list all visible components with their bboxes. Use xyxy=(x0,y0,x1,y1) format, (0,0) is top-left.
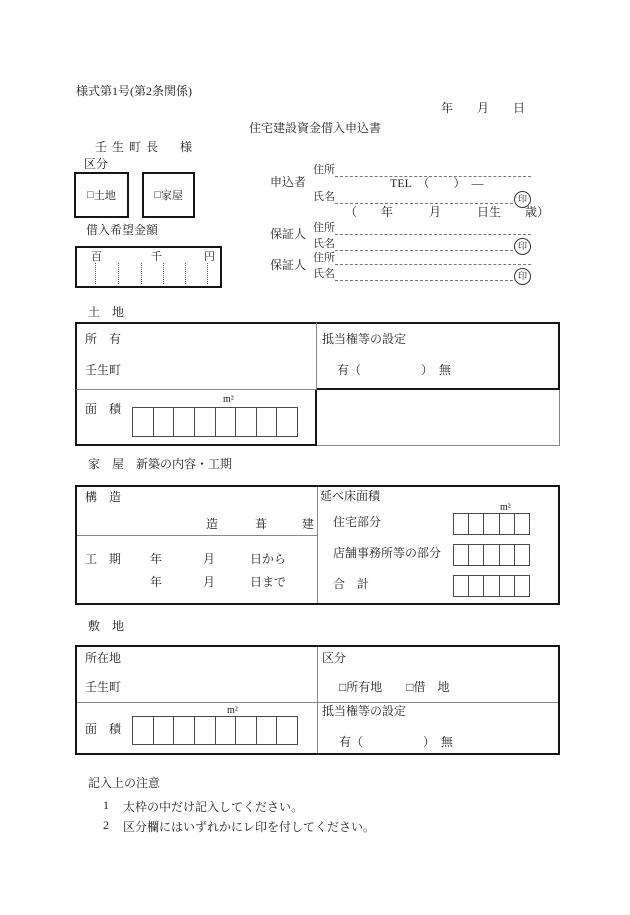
land-table xyxy=(75,322,560,446)
digit-cell xyxy=(215,716,237,745)
applicant-address-row xyxy=(313,163,531,177)
write-line xyxy=(335,238,513,251)
digit-cell xyxy=(483,575,499,597)
site-location-value: 壬生町 xyxy=(85,680,122,694)
digit-cell xyxy=(256,407,278,437)
form-number: 様式第1号(第2条関係) xyxy=(76,84,192,98)
name-label: 氏名 xyxy=(313,268,335,280)
applicant-birth-line: （ 年 月 日生 歳） xyxy=(345,205,550,219)
category-option-land xyxy=(74,172,129,218)
site-area-label: 面 積 xyxy=(85,722,122,736)
floor-residential-grid xyxy=(453,513,530,535)
digit-cell xyxy=(499,513,515,535)
digit-cell xyxy=(453,575,469,597)
digit-cell xyxy=(514,544,530,566)
note-number: 2 xyxy=(103,818,109,832)
site-location-label: 所在地 xyxy=(85,651,122,665)
checkbox-icon: □ xyxy=(339,680,347,694)
digit-cell xyxy=(194,407,216,437)
floor-row-residential-label: 住宅部分 xyxy=(333,515,382,529)
land-ownership-label: 所 有 xyxy=(85,332,122,346)
addressee: 壬生町長 様 xyxy=(95,140,198,154)
house-section-title: 家 屋 新築の内容・工期 xyxy=(88,457,233,471)
write-line xyxy=(335,191,513,204)
digit-cell xyxy=(153,716,175,745)
site-column-divider xyxy=(317,647,318,753)
checkbox-icon: □ xyxy=(154,189,161,201)
period-from-year: 年 xyxy=(150,552,163,566)
digit-cell xyxy=(483,544,499,566)
land-mortgage-label: 抵当権等の設定 xyxy=(322,332,407,346)
note-text: 太枠の中だけ記入してください。 xyxy=(123,800,304,814)
site-category-options xyxy=(339,681,450,694)
digit-cell xyxy=(173,407,195,437)
address-label: 住所 xyxy=(313,252,335,264)
name-label: 氏名 xyxy=(313,238,335,250)
land-section-title: 土 地 xyxy=(88,305,125,319)
floor-area-unit: m² xyxy=(500,502,511,513)
address-label: 住所 xyxy=(313,164,335,176)
floor-area-label: 延べ床面積 xyxy=(320,489,381,503)
digit-cell xyxy=(453,544,469,566)
amount-digit-divider xyxy=(118,263,119,284)
note-item-2 xyxy=(103,818,375,835)
digit-cell xyxy=(453,513,469,535)
land-area-label: 面 積 xyxy=(85,402,122,416)
period-to-year: 年 xyxy=(150,575,163,589)
floor-shop-grid xyxy=(453,544,530,566)
site-mortgage-label: 抵当権等の設定 xyxy=(322,704,407,718)
floor-total-grid xyxy=(453,575,530,597)
category-option-house xyxy=(142,172,195,218)
seal-icon: 印 xyxy=(514,238,531,255)
write-line xyxy=(335,222,531,235)
digit-cell xyxy=(499,575,515,597)
structure-word-fuki: 葺 xyxy=(255,517,268,531)
unit-thousand: 千 xyxy=(151,251,162,263)
house-column-divider xyxy=(317,487,318,603)
site-option-leased-label: 借 地 xyxy=(413,680,450,694)
loan-amount-label: 借入希望金額 xyxy=(86,223,159,237)
digit-cell xyxy=(468,513,484,535)
unit-hundred: 百 xyxy=(91,251,102,263)
digit-cell xyxy=(256,716,278,745)
seal-icon: 印 xyxy=(514,191,531,208)
date-line: 年 月 日 xyxy=(441,101,526,115)
digit-cell xyxy=(153,407,175,437)
period-from-month: 月 xyxy=(203,552,216,566)
digit-cell xyxy=(235,716,257,745)
digit-cell xyxy=(483,513,499,535)
house-table xyxy=(75,485,560,605)
amount-digit-divider xyxy=(185,263,186,284)
digit-cell xyxy=(276,407,298,437)
land-owner-value: 壬生町 xyxy=(85,363,122,377)
land-mortgage-choice: 有（ ） 無 xyxy=(337,363,452,377)
amount-digit-divider xyxy=(207,263,208,284)
seal-icon: 印 xyxy=(514,268,531,285)
digit-cell xyxy=(514,575,530,597)
digit-cell xyxy=(276,716,298,745)
guarantor1-name-row xyxy=(313,237,531,251)
write-line xyxy=(335,252,531,265)
digit-cell xyxy=(132,716,154,745)
applicant-tel: TEL （ ） ― xyxy=(390,176,484,190)
land-empty-cell xyxy=(317,390,560,446)
land-area-grid xyxy=(132,407,298,437)
period-to-month: 月 xyxy=(203,575,216,589)
house-period-label: 工 期 xyxy=(85,552,122,566)
option-gap xyxy=(382,680,406,694)
site-category-label: 区分 xyxy=(322,651,347,665)
amount-digit-divider xyxy=(141,263,142,284)
site-mortgage-choice: 有（ ） 無 xyxy=(339,735,454,749)
checkbox-icon: □ xyxy=(406,680,414,694)
amount-digit-divider xyxy=(163,263,164,284)
applicant-role: 申込者 xyxy=(270,175,307,189)
category-option-land-label: 土地 xyxy=(93,190,116,202)
site-section-title: 敷 地 xyxy=(88,619,125,633)
guarantor1-role: 保証人 xyxy=(270,227,307,241)
site-option-owned-label: 所有地 xyxy=(346,680,383,694)
unit-yen: 円 xyxy=(204,251,215,263)
notes-title: 記入上の注意 xyxy=(88,776,161,790)
digit-cell xyxy=(132,407,154,437)
period-from-day: 日から xyxy=(250,552,287,566)
guarantor2-role: 保証人 xyxy=(270,258,307,272)
name-label: 氏名 xyxy=(313,191,335,203)
house-structure-divider xyxy=(77,535,317,536)
digit-cell xyxy=(499,544,515,566)
checkbox-icon: □ xyxy=(87,189,94,201)
page-title: 住宅建設資金借入申込書 xyxy=(248,121,381,135)
digit-cell xyxy=(194,716,216,745)
structure-word-date: 建 xyxy=(302,517,315,531)
loan-amount-box xyxy=(75,246,222,288)
guarantor2-address-row xyxy=(313,251,531,265)
floor-row-shop-label: 店舗事務所等の部分 xyxy=(333,546,442,560)
amount-digit-divider xyxy=(95,263,96,284)
note-item-1 xyxy=(103,798,303,815)
digit-cell xyxy=(235,407,257,437)
category-option-house-label: 家屋 xyxy=(160,190,183,202)
guarantor1-address-row xyxy=(313,221,531,235)
house-structure-label: 構 造 xyxy=(85,490,122,504)
land-area-unit: m² xyxy=(223,394,234,405)
note-text: 区分欄にはいずれかにレ印を付してください。 xyxy=(123,820,376,834)
digit-cell xyxy=(173,716,195,745)
site-row-divider xyxy=(77,702,558,703)
note-number: 1 xyxy=(103,798,109,812)
structure-word-zo: 造 xyxy=(206,517,219,531)
site-table xyxy=(75,645,560,755)
address-label: 住所 xyxy=(313,222,335,234)
site-area-grid xyxy=(132,716,298,745)
applicant-name-row xyxy=(313,190,531,204)
digit-cell xyxy=(215,407,237,437)
floor-row-total-label: 合 計 xyxy=(333,577,370,591)
write-line xyxy=(335,268,513,281)
category-label: 区分 xyxy=(84,157,109,171)
digit-cell xyxy=(468,544,484,566)
guarantor2-name-row xyxy=(313,267,531,281)
site-area-unit: m² xyxy=(227,705,238,716)
digit-cell xyxy=(514,513,530,535)
period-to-day: 日まで xyxy=(250,575,287,589)
digit-cell xyxy=(468,575,484,597)
